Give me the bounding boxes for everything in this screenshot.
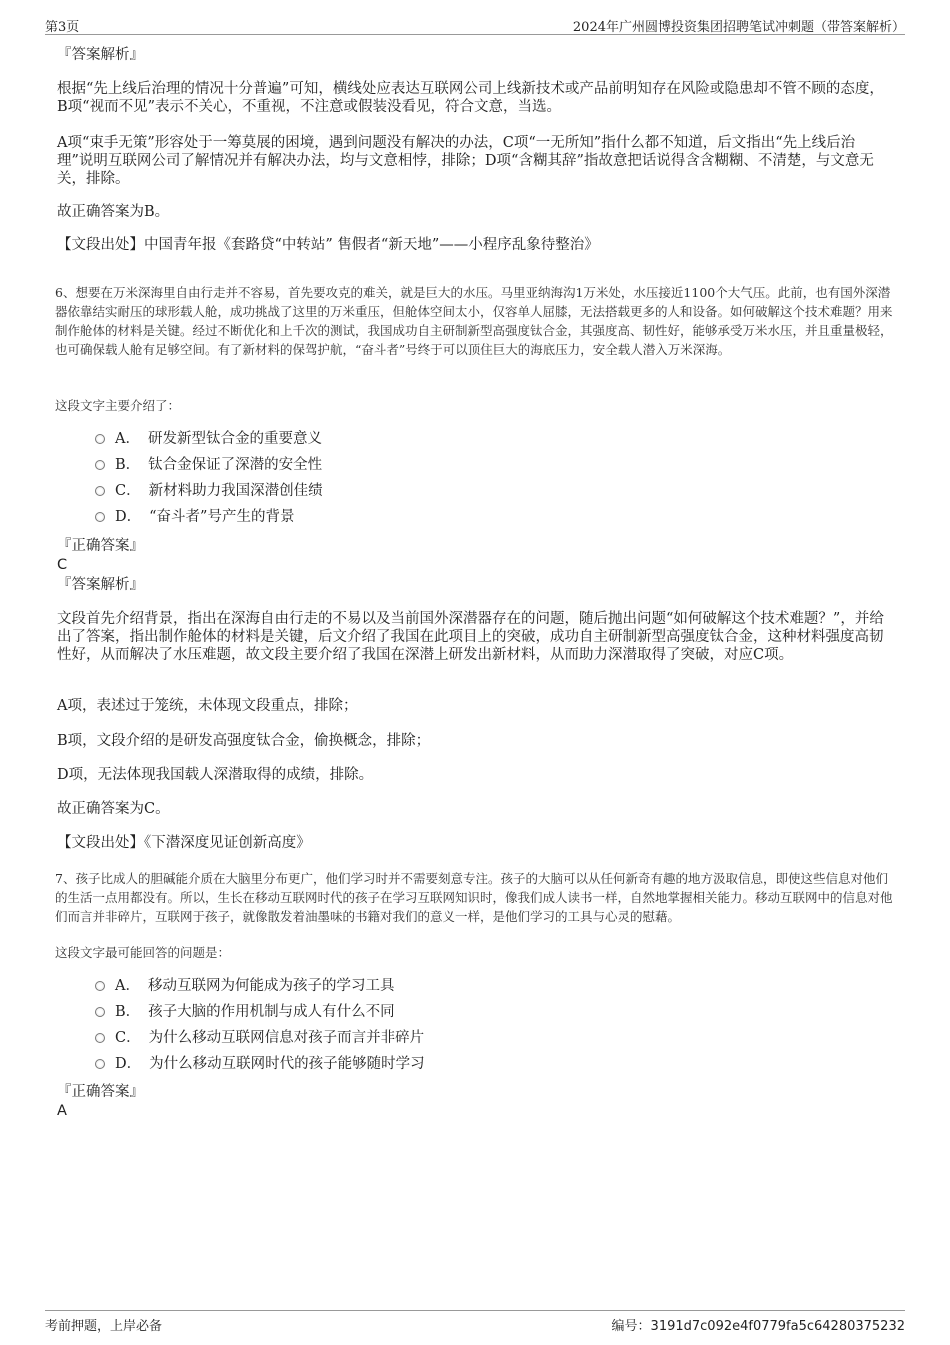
q7-option-b[interactable]: B． 孩子大脑的作用机制与成人有什么不同: [95, 1003, 395, 1021]
q7-option-c[interactable]: C． 为什么移动互联网信息对孩子而言并非碎片: [95, 1029, 424, 1047]
radio-icon[interactable]: [95, 1007, 105, 1017]
q6-analysis-p2: A项，表述过于笼统，未体现文段重点，排除；: [57, 698, 358, 714]
q7-passage: 7、孩子比成人的胆碱能介质在大脑里分布更广，他们学习时并不需要刻意专注。孩子的大脑可以从任何新奇有趣的地方汲取信息，即使这些信息对他们的生活一点用都没有。所以，生长在移动互联网时代的孩子在学习互联网知识时，像我们成人读书一样，自然地掌握相关能力。移动互联网中的信息对他们而言并非碎片，互联网于孩子，就像散发着油墨味的书籍对我们的意义一样，是他们学习的工具与心灵的慰藉。: [55, 871, 893, 924]
q7-question: 这段文字最可能回答的问题是：: [55, 945, 231, 960]
prev-analysis-title: 『答案解析』: [57, 47, 144, 63]
footer-code: 编号：3191d7c092e4f0779fa5c64280375232: [611, 1319, 905, 1334]
radio-icon[interactable]: [95, 1059, 105, 1069]
q6-analysis-p4: D项，无法体现我国载人深潜取得的成绩，排除。: [57, 767, 374, 783]
q6-analysis-p1: 文段首先介绍背景，指出在深海自由行走的不易以及当前国外深潜器存在的问题，随后抛出问题“如何破解这个技术难题？”，并给出了答案，指出制作舱体的材料是关键，后文介绍了我国在此项目上的突破，成功自主研制新型高强度钛合金，这种材料强度高韧性好，从而解决了水压难题，故文段主要介绍了我国在深潜上研发出新材料，从而助力深潜取得了突破，对应C项。: [57, 611, 884, 663]
q6-option-c[interactable]: C． 新材料助力我国深潜创佳绩: [95, 482, 323, 500]
page-footer: [45, 1310, 905, 1333]
q6-source: 【文段出处】《下潜深度见证创新高度》: [57, 835, 311, 851]
q6-analysis-p5: 故正确答案为C。: [57, 801, 170, 817]
page-header: [45, 14, 905, 35]
q6-option-b[interactable]: B． 钛合金保证了深潜的安全性: [95, 456, 322, 474]
prev-analysis-p3: 故正确答案为B。: [57, 204, 170, 220]
document-title: 2024年广州圆博投资集团招聘笔试冲刺题（带答案解析）: [572, 20, 905, 35]
page-number: 第3页: [45, 20, 80, 35]
q7-option-d[interactable]: D． 为什么移动互联网时代的孩子能够随时学习: [95, 1055, 425, 1073]
q7-option-a[interactable]: A． 移动互联网为何能成为孩子的学习工具: [95, 977, 394, 995]
q6-analysis-p3: B项，文段介绍的是研发高强度钛合金，偷换概念，排除；: [57, 733, 431, 749]
prev-source: 【文段出处】中国青年报《套路贷“中转站” 售假者“新天地”——小程序乱象待整治》: [57, 237, 599, 253]
q6-question: 这段文字主要介绍了：: [55, 398, 181, 413]
q6-option-d[interactable]: D． “奋斗者”号产生的背景: [95, 508, 294, 526]
q6-analysis-title: 『答案解析』: [57, 577, 144, 593]
radio-icon[interactable]: [95, 460, 105, 470]
footer-note: 考前押题，上岸必备: [45, 1319, 163, 1334]
radio-icon[interactable]: [95, 512, 105, 522]
radio-icon[interactable]: [95, 434, 105, 444]
q6-option-a[interactable]: A． 研发新型钛合金的重要意义: [95, 430, 322, 448]
prev-analysis-p2: A项“束手无策”形容处于一筹莫展的困境，遇到问题没有解决的办法，C项“一无所知”指什么都不知道，后文指出“先上线后治理”说明互联网公司了解情况并有解决办法，均与文意相悖，排除；D项“含糊其辞”指故意把话说得含含糊糊、不清楚，与文意无关，排除。: [57, 135, 874, 187]
q6-passage: 6、想要在万米深海里自由行走并不容易，首先要攻克的难关，就是巨大的水压。马里亚纳海沟1万米处，水压接近1100个大气压。此前，也有国外深潜器依靠结实耐压的球形载人舱，成功挑战了这里的万米重压，但舱体空间太小，仅容单人屈膝，无法搭载更多的人和设备。如何破解这个技术难题？用来制作舱体的材料是关键。经过不断优化和上千次的测试，我国成功自主研制新型高强度钛合金，其强度高、韧性好，能够承受万米水压，并且重量极轻，也可确保载人舱有足够空间。有了新材料的保驾护航，“奋斗者”号终于可以顶住巨大的海底压力，安全载人潜入万米深海。: [55, 285, 893, 357]
q6-correct-title: 『正确答案』: [57, 538, 144, 554]
q7-correct-title: 『正确答案』: [57, 1084, 144, 1100]
q7-correct-answer: A: [57, 1103, 67, 1119]
radio-icon[interactable]: [95, 981, 105, 991]
prev-analysis-p1: 根据“先上线后治理的情况十分普遍”可知，横线处应表达互联网公司上线新技术或产品前明知存在风险或隐患却不管不顾的态度，B项“视而不见”表示不关心，不重视，不注意或假装没看见，符合文意，当选。: [57, 81, 884, 115]
radio-icon[interactable]: [95, 1033, 105, 1043]
radio-icon[interactable]: [95, 486, 105, 496]
q6-correct-answer: C: [57, 557, 68, 573]
